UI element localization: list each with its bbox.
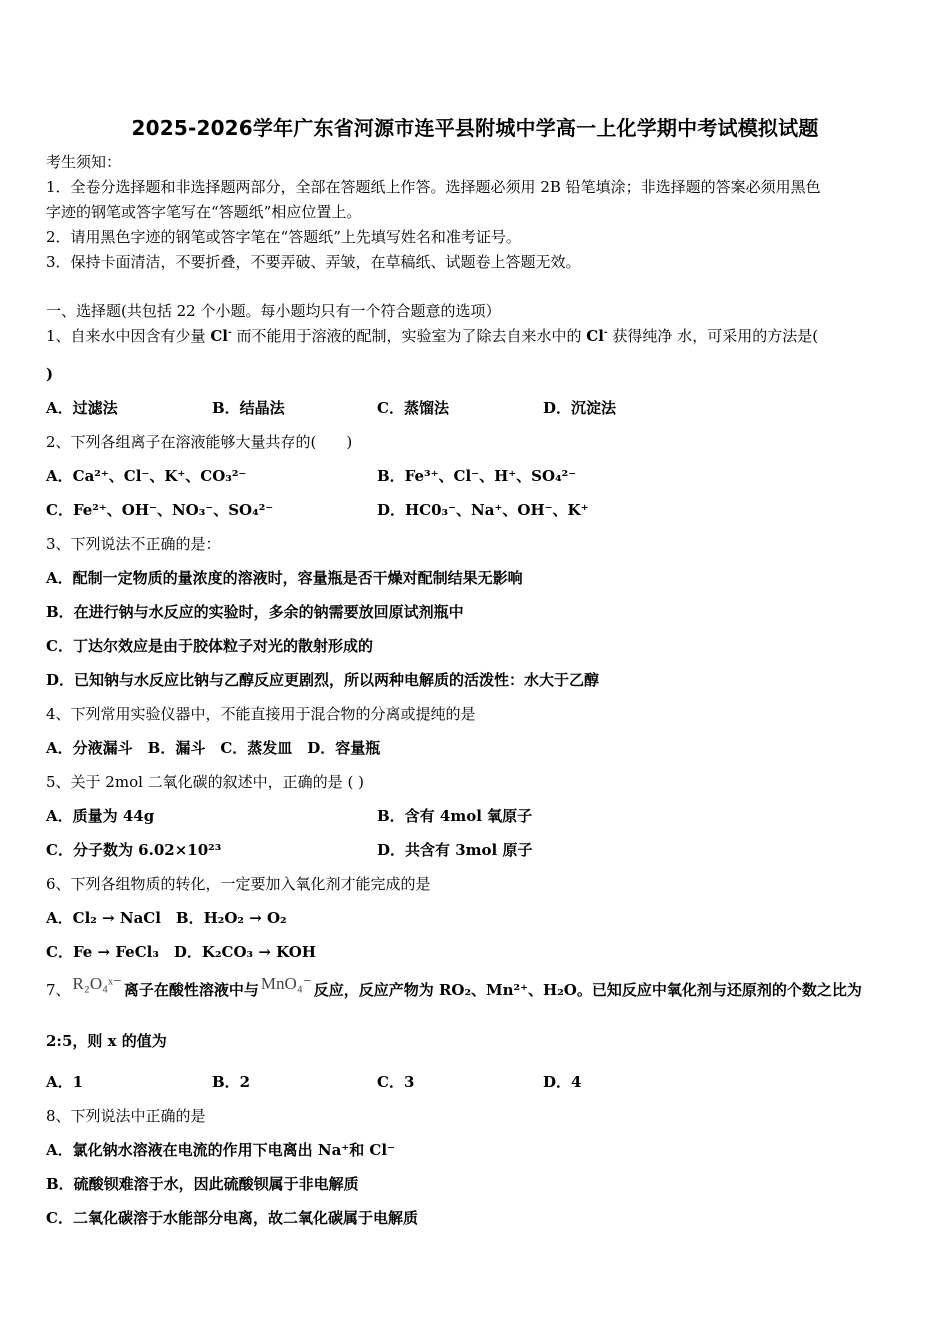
- question-1-stem-end: ): [46, 365, 54, 383]
- q1-stem-b: 而不能用于溶液的配制，实验室为了除去自来水中的: [231, 327, 587, 345]
- q7-stem-mid: 离子在酸性溶液中与: [123, 981, 259, 999]
- q7-option-d: D．4: [543, 1073, 582, 1091]
- q3-option-a: A．配制一定物质的量浓度的溶液时，容量瓶是否干燥对配制结果无影响: [46, 569, 523, 587]
- q3-option-b: B．在进行钠与水反应的实验时，多余的钠需要放回原试剂瓶中: [46, 603, 464, 621]
- q3-option-d: D．已知钠与水反应比钠与乙醇反应更剧烈，所以两种电解质的活泼性：水大于乙醇: [46, 671, 600, 689]
- q7-ion-r2o4: R₂O₄ˣ⁻: [72, 974, 122, 993]
- notice-item-3: 3．保持卡面清洁，不要折叠，不要弄破、弄皱，在草稿纸、试题卷上答题无效。: [46, 253, 581, 271]
- question-1-stem: [46, 326, 818, 346]
- q1-option-a: A．过滤法: [46, 399, 118, 417]
- question-6-stem: 6、下列各组物质的转化，一定要加入氧化剂才能完成的是: [46, 875, 431, 893]
- q1-stem-c: 获得纯净 水，可采用的方法是(: [607, 327, 819, 345]
- q2-option-a: A．Ca²⁺、Cl⁻、K⁺、CO₃²⁻: [46, 467, 247, 485]
- notice-item-1-cont: 字迹的钢笔或答字笔写在“答题纸”相应位置上。: [46, 203, 362, 221]
- question-2-stem: 2、下列各组离子在溶液能够大量共存的( ): [46, 433, 353, 451]
- q1-option-d: D．沉淀法: [543, 399, 617, 417]
- q1-stem-a: 1、自来水中因含有少量: [46, 327, 211, 345]
- q8-option-a: A．氯化钠水溶液在电流的作用下电离出 Na⁺和 Cl⁻: [46, 1141, 395, 1159]
- q2-option-d: D．HC0₃⁻、Na⁺、OH⁻、K⁺: [377, 501, 589, 519]
- question-7-stem: [46, 974, 862, 1000]
- q8-option-b: B．硫酸钡难溶于水，因此硫酸钡属于非电解质: [46, 1175, 359, 1193]
- q6-options-ab: A．Cl₂ → NaCl B．H₂O₂ → O₂: [46, 909, 287, 927]
- q3-option-c: C．丁达尔效应是由于胶体粒子对光的散射形成的: [46, 637, 373, 655]
- section-heading: 一、选择题(共包括 22 个小题。每小题均只有一个符合题意的选项）: [46, 302, 501, 320]
- q7-option-b: B．2: [212, 1073, 251, 1091]
- q1-option-b: B．结晶法: [212, 399, 285, 417]
- q5-option-d: D．共含有 3mol 原子: [377, 841, 533, 859]
- question-5-stem: 5、关于 2mol 二氧化碳的叙述中，正确的是 ( ): [46, 773, 364, 791]
- q7-option-a: A．1: [46, 1073, 84, 1091]
- q1-ion1: Cl-: [210, 327, 232, 345]
- q7-stem-rest: 反应，反应产物为 RO₂、Mn²⁺、H₂O。已知反应中氧化剂与还原剂的个数之比为: [313, 981, 862, 999]
- q5-option-b: B．含有 4mol 氧原子: [377, 807, 533, 825]
- question-4-stem: 4、下列常用实验仪器中，不能直接用于混合物的分离或提纯的是: [46, 705, 476, 723]
- notice-item-2: 2．请用黑色字迹的钢笔或答字笔在“答题纸”上先填写姓名和准考证号。: [46, 228, 521, 246]
- q1-ion2: Cl-: [586, 327, 608, 345]
- question-8-stem: 8、下列说法中正确的是: [46, 1107, 206, 1125]
- q1-option-c: C．蒸馏法: [377, 399, 449, 417]
- q2-option-c: C．Fe²⁺、OH⁻、NO₃⁻、SO₄²⁻: [46, 501, 274, 519]
- q5-option-a: A．质量为 44g: [46, 807, 155, 825]
- q2-option-b: B．Fe³⁺、Cl⁻、H⁺、SO₄²⁻: [377, 467, 577, 485]
- q7-number: 7、: [46, 981, 71, 999]
- page-title: 2025-2026学年广东省河源市连平县附城中学高一上化学期中考试模拟试题: [131, 116, 819, 140]
- notice-heading: 考生须知：: [46, 153, 122, 171]
- q6-options-cd: C．Fe → FeCl₃ D．K₂CO₃ → KOH: [46, 943, 316, 961]
- q8-option-c: C．二氧化碳溶于水能部分电离，故二氧化碳属于电解质: [46, 1209, 418, 1227]
- question-7-stem-cont: 2:5，则 x 的值为: [46, 1032, 167, 1050]
- q5-option-c: C．分子数为 6.02×10²³: [46, 841, 222, 859]
- notice-item-1: 1．全卷分选择题和非选择题两部分，全部在答题纸上作答。选择题必须用 2B 铅笔填涂；非选择题的答案必须用黑色: [46, 178, 821, 196]
- q7-option-c: C．3: [377, 1073, 415, 1091]
- q4-options: A．分液漏斗 B．漏斗 C．蒸发皿 D．容量瓶: [46, 739, 381, 757]
- question-3-stem: 3、下列说法不正确的是：: [46, 535, 221, 553]
- q7-ion-mno4: MnO₄⁻: [260, 974, 312, 993]
